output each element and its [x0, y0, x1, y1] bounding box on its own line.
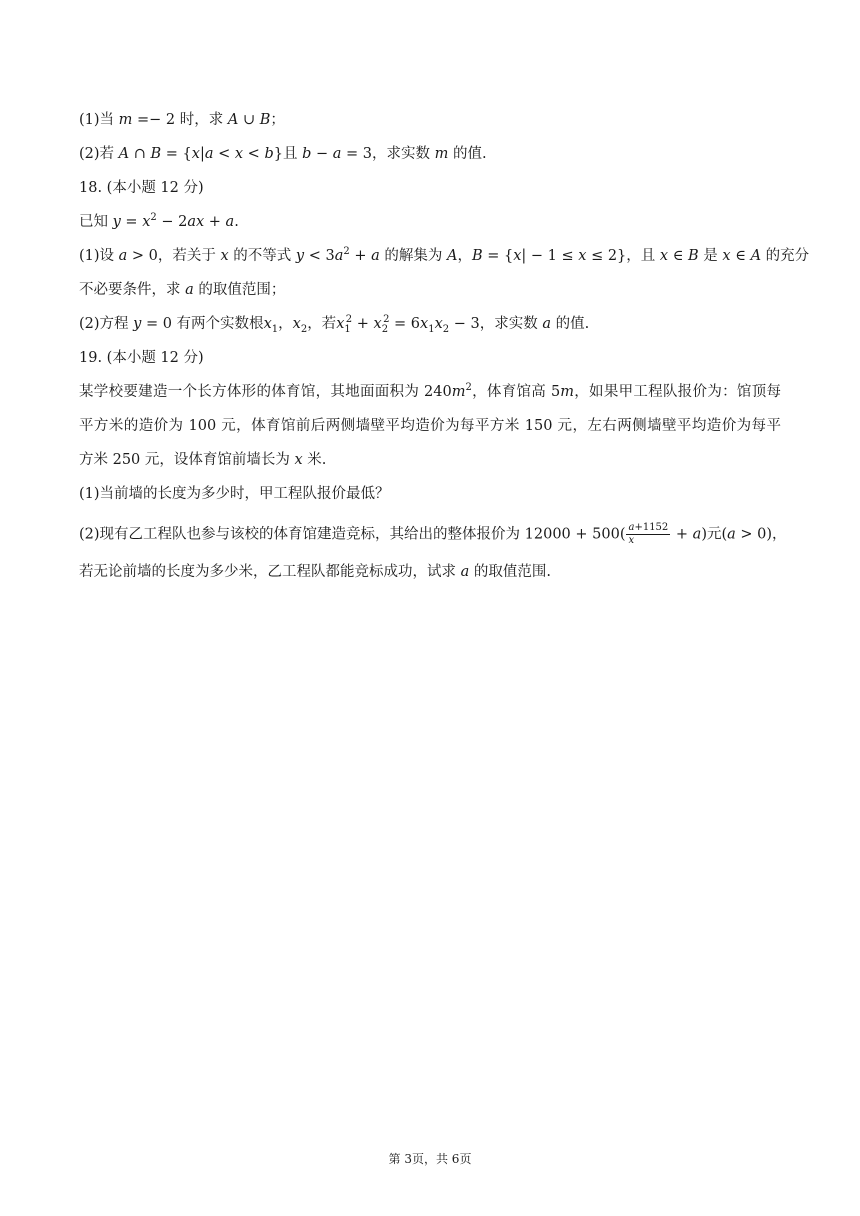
q19-part2-line2: 若无论前墙的长度为多少米，乙工程队都能竞标成功，试求 a 的取值范围.: [79, 564, 551, 580]
q19-part2-line1: (2)现有乙工程队也参与该校的体育馆建造竞标，其给出的整体报价为 12000 + 500( $\frac{a+1152}{x}$ + a)元(a > 0)，: [79, 522, 787, 546]
q18-part1-line2: 不必要条件，求 a 的取值范围；: [79, 282, 286, 298]
q18-header: 18. (本小题 12 分): [79, 180, 204, 196]
q19-intro-line3: 方米 250 元，设体育馆前墙长为 x 米.: [79, 452, 327, 468]
q19-intro-line1: 某学校要建造一个长方体形的体育馆，其地面面积为 $240m^2$，体育馆高 5m，如果甲工程队报价为：馆顶每: [79, 382, 781, 400]
q19-header: 19. (本小题 12 分): [79, 350, 204, 366]
q18-part1-line1: (1)设 a > 0，若关于 x 的不等式 $y < 3a^2 + a$ 的解集为 A，B = {x| − 1 ≤ x ≤ 2}，且 x ∈ B 是 x ∈ A 的充分: [79, 246, 810, 264]
fraction: $\frac{a+1152}{x}$: [628, 522, 669, 546]
q17-part2: (2)若 A ∩ B = {x|a < x < b}且 b − a = 3，求实数 m 的值.: [79, 146, 487, 162]
q17-part1: (1)当 m =− 2 时，求 A ∪ B；: [79, 112, 285, 128]
q19-intro-line2: 平方米的造价为 100 元，体育馆前后两侧墙壁平均造价为每平方米 150 元，左右两侧墙壁平均造价为每平: [79, 418, 781, 434]
q19-part1: (1)当前墙的长度为多少时，甲工程队报价最低？: [79, 486, 390, 502]
q18-part2: (2)方程 y = 0 有两个实数根$x_1$，$x_2$，若$x_1^2 + x_2^2 = 6x_1x_2 - 3$，求实数 a 的值.: [79, 314, 590, 335]
q18-intro: 已知 $y = x^2 - 2ax + a$.: [79, 212, 239, 230]
page-footer: 第 3页，共 6页: [388, 1152, 472, 1166]
